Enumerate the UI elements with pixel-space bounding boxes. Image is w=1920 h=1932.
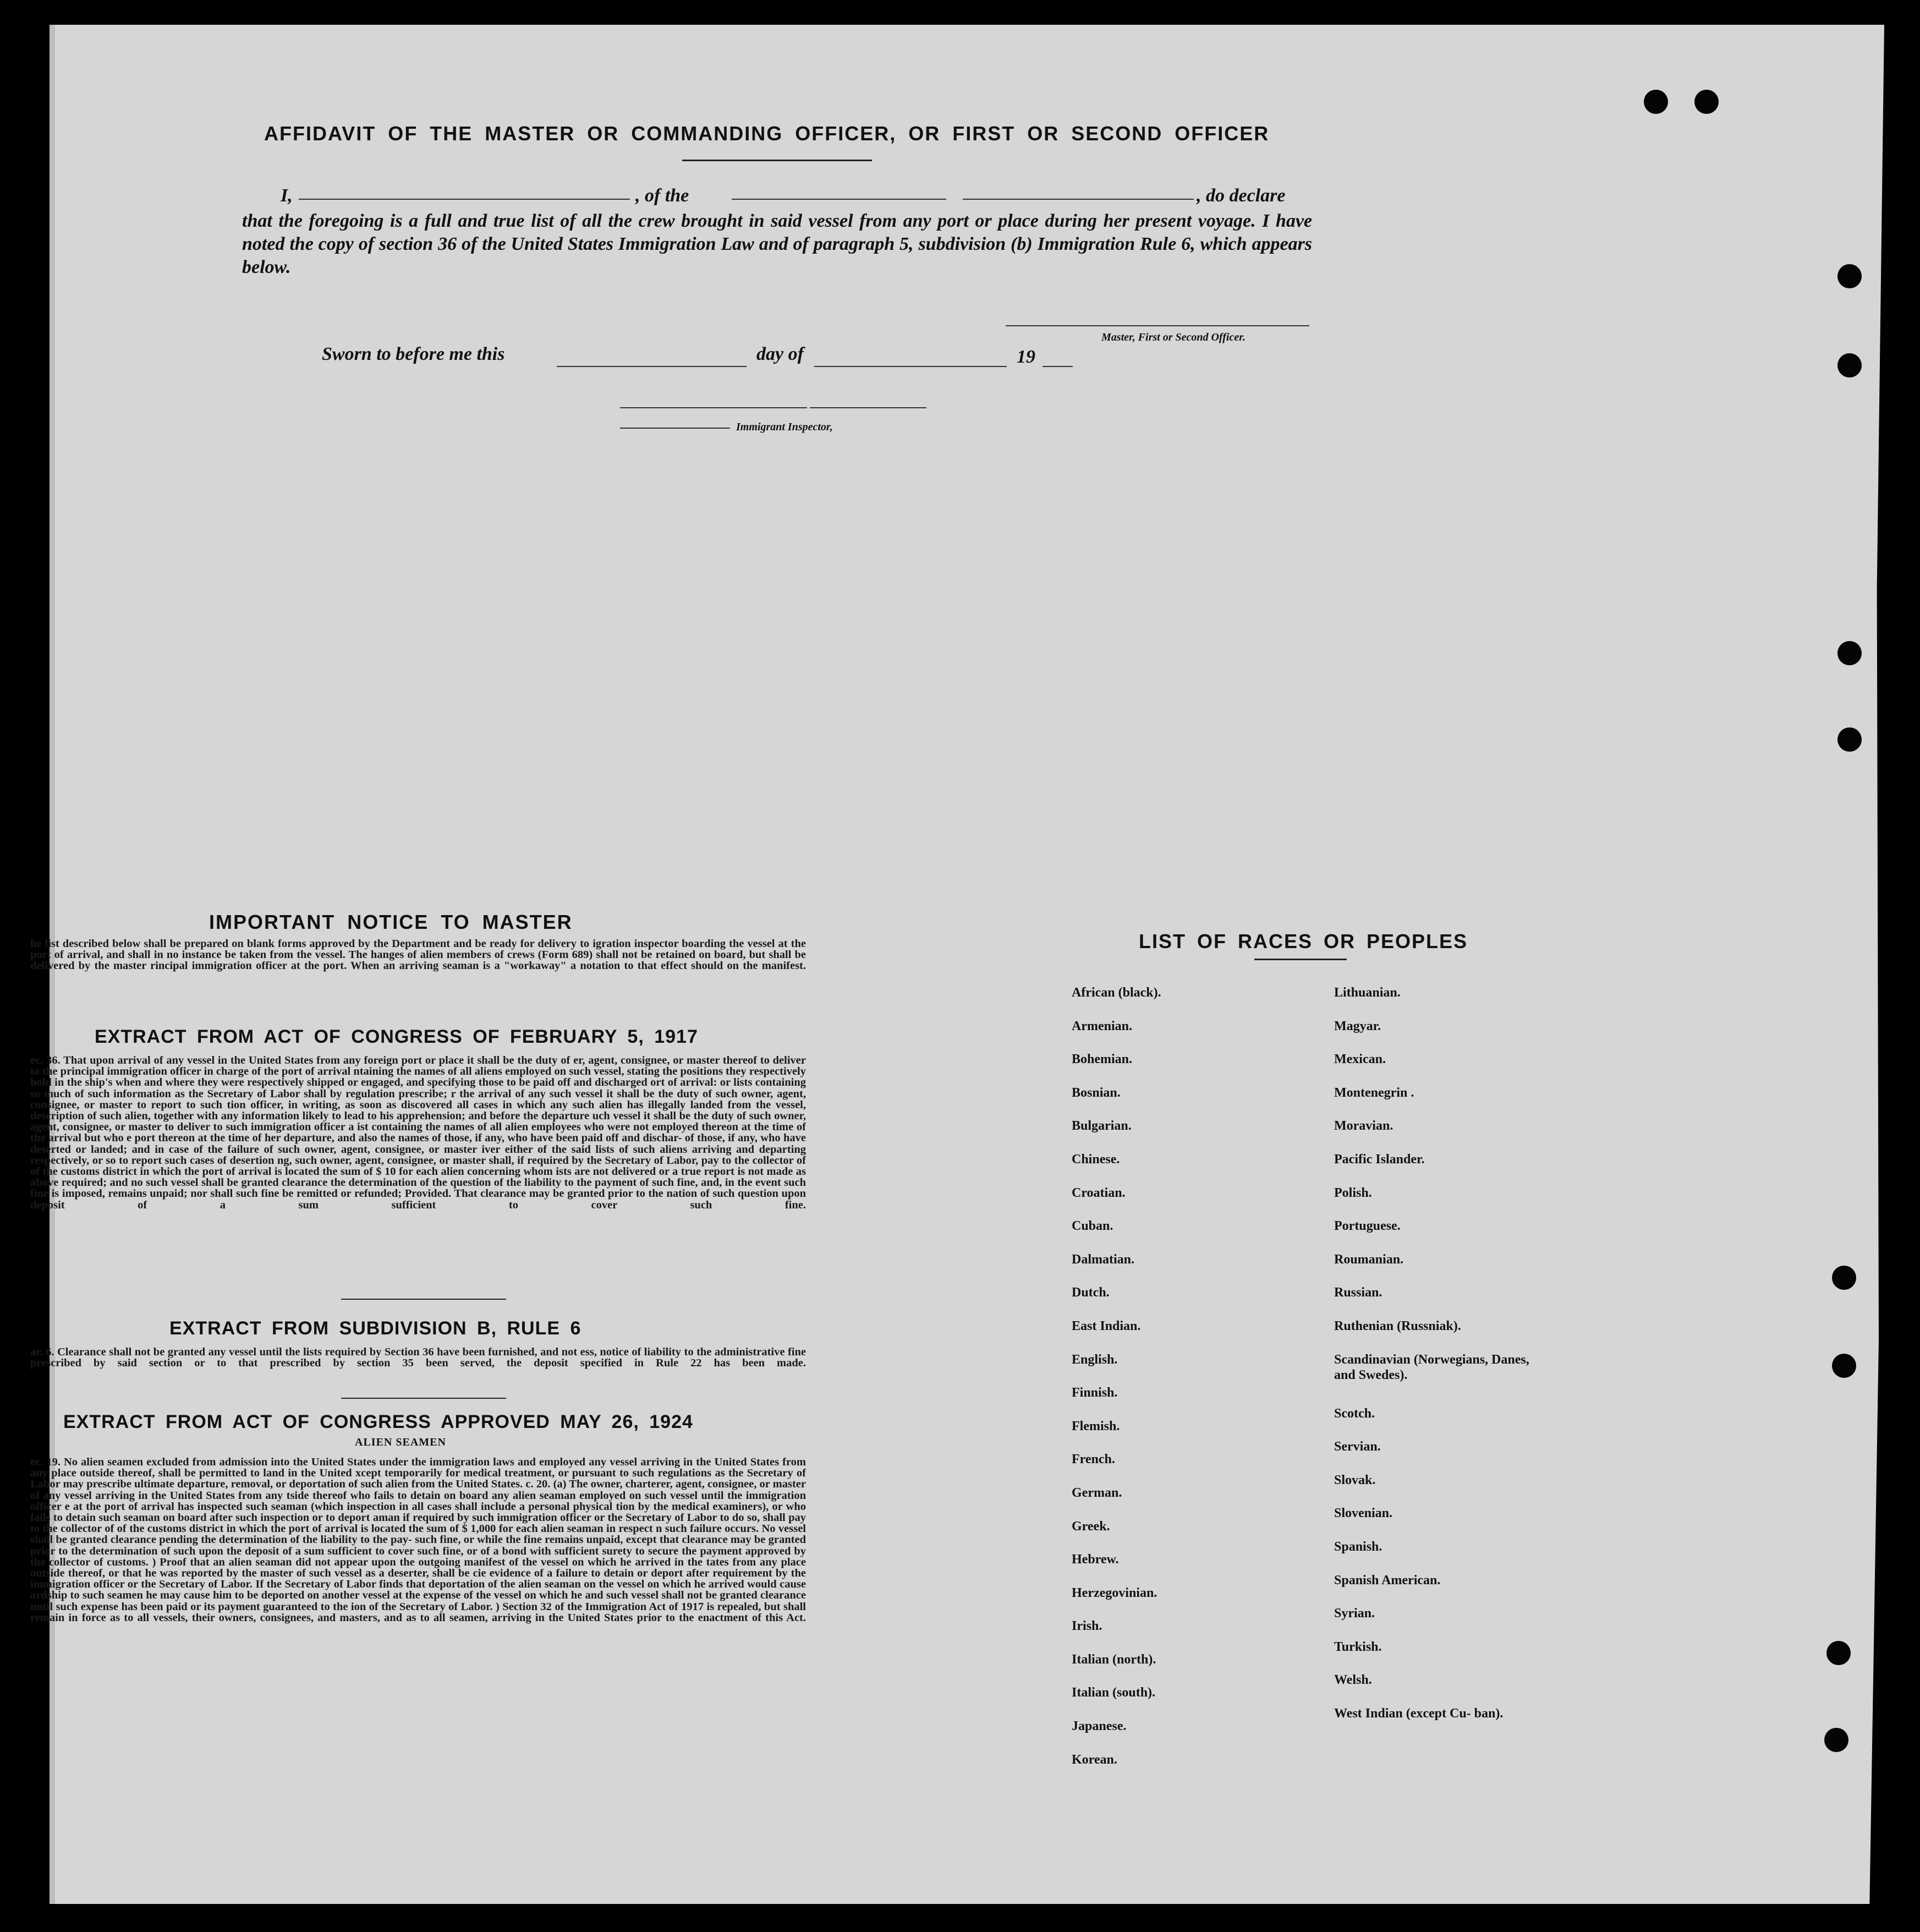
races-title: LIST OF RACES OR PEOPLES: [1139, 930, 1468, 953]
punch-hole: [1644, 90, 1668, 114]
race-item: Italian (south).: [1072, 1685, 1156, 1700]
punch-hole: [1837, 353, 1862, 377]
master-signature-caption: Master, First or Second Officer.: [1101, 331, 1246, 343]
race-item: Japanese.: [1072, 1719, 1127, 1734]
race-item: West Indian (except Cu- ban).: [1334, 1706, 1504, 1721]
punch-hole: [1837, 727, 1862, 752]
race-item: Ruthenian (Russniak).: [1334, 1318, 1461, 1333]
punch-hole: [1832, 1266, 1856, 1290]
notice-title: IMPORTANT NOTICE TO MASTER: [209, 911, 573, 933]
race-item: Chinese.: [1072, 1152, 1120, 1167]
sworn-day-of: day of: [756, 344, 804, 364]
declaration-i: I,: [281, 185, 293, 206]
race-item: Hebrew.: [1072, 1552, 1119, 1567]
section-divider: [341, 1299, 506, 1300]
extract-rule6-title: EXTRACT FROM SUBDIVISION B, RULE 6: [169, 1318, 582, 1339]
declaration-first-line: [242, 184, 1312, 210]
punch-hole: [1832, 1354, 1856, 1378]
vessel-field-line: [732, 199, 946, 200]
extract-1924-title: EXTRACT FROM ACT OF CONGRESS APPROVED MAY 26, 1924: [63, 1411, 693, 1432]
race-item: Turkish.: [1334, 1639, 1382, 1654]
race-item: Polish.: [1334, 1185, 1372, 1200]
punch-hole: [1694, 90, 1719, 114]
race-item: Slovak.: [1334, 1473, 1376, 1487]
inspector-signature-line-2: [810, 407, 926, 408]
race-item: Welsh.: [1334, 1673, 1372, 1688]
race-item: African (black).: [1072, 986, 1161, 1000]
race-item: Italian (north).: [1072, 1652, 1156, 1667]
race-item: Bulgarian.: [1072, 1119, 1132, 1134]
declaration-body: that the foregoing is a full and true list of all the crew brought in said vessel from any port or place during her present voyage. I have noted the copy of section 36 of the United States Immigration Law and of paragraph 5, subdivision (b) Immigration Rule 6, which appears below.: [242, 211, 1312, 277]
race-item: Scandinavian (Norwegians, Danes, and Swedes).: [1334, 1352, 1529, 1382]
race-item: Herzegovinian.: [1072, 1585, 1158, 1600]
races-title-underline: [1254, 959, 1347, 960]
race-item: Russian.: [1334, 1285, 1383, 1300]
race-item: Magyar.: [1334, 1019, 1381, 1033]
section-divider: [341, 1398, 506, 1399]
master-signature-line: [1006, 325, 1309, 326]
race-item: Montenegrin .: [1334, 1085, 1414, 1100]
extract-1924-subtitle: ALIEN SEAMEN: [355, 1436, 446, 1448]
race-item: German.: [1072, 1485, 1122, 1500]
inspector-name-line: [620, 428, 730, 429]
race-item: Korean.: [1072, 1752, 1117, 1767]
race-item: Spanish.: [1334, 1539, 1383, 1554]
race-item: Portuguese.: [1334, 1219, 1401, 1234]
race-item: Flemish.: [1072, 1419, 1120, 1433]
race-item: Armenian.: [1072, 1019, 1132, 1033]
notice-text: he list described below shall be prepared on blank forms approved by the Department and be ready for delivery to igration inspector boarding the vessel at the port of arrival, and shall in no instance be taken from the vessel. The hanges of alien members of crews (Form 689) shall not be retained on board, but shall be delivered by the master rincipal immigration officer at the port. When an arriving seaman is a "workaway" a notation to that effect should on the manifest.: [30, 938, 806, 972]
punch-hole: [1837, 264, 1862, 288]
extract-1917-title: EXTRACT FROM ACT OF CONGRESS OF FEBRUARY 5, 1917: [95, 1026, 698, 1047]
extract-rule6-text: ar. 6. Clearance shall not be granted any vessel until the lists required by Section 36 have been furnished, and not ess, notice of liability to the administrative fine prescribed by said section or to that prescribed by section 35 been served, the deposit specified in Rule 22 has been made.: [30, 1347, 806, 1370]
punch-hole: [1824, 1728, 1848, 1752]
race-item: Servian.: [1334, 1440, 1381, 1454]
race-item: Dalmatian.: [1072, 1252, 1134, 1267]
punch-hole: [1826, 1641, 1851, 1665]
inspector-signature-line: [620, 407, 807, 408]
sworn-year-line: [1043, 366, 1073, 367]
race-item: Slovenian.: [1334, 1506, 1393, 1521]
race-item: Irish.: [1072, 1619, 1102, 1634]
race-item: Bosnian.: [1072, 1085, 1121, 1100]
extract-1917-text: ec. 36. That upon arrival of any vessel in the United States from any foreign port or place it shall be the duty of er, agent, consignee, or master thereof to deliver to the principal immigration officer in charge of the port of arrival ntaining the names of all aliens employed on such vessel, stating the positions they respectively hold in the ship's when and where they were respectively shipped or engaged, and specifying those to be paid off and discharged ort of arrival: or lists containing so much of such information as the Secretary of Labor shall by regulation prescribe; r the arrival of any such vessel it shall be the duty of such owner, agent, consignee, or master to report to such tion officer, in writing, as soon as discovered all cases in which any such alien has illegally landed from the vessel, description of such alien, together with any information likely to lead to his apprehension; and before the departure uch vessel it shall be the duty of such owner, agent, consignee, or master to deliver to such immigration officer a ist containing the names of all alien employees who were not employed thereon at the time of the arrival but who e port thereon at the time of her departure, and also the names of those, if any, who have been paid off and dischar- of those, if any, who have deserted or landed; and in case of the failure of such owner, agent, consignee, or master iver either of the said lists of such aliens arriving and departing respectively, or so to report such cases of desertion ng, such owner, agent, consignee, or master shall, if required by the Secretary of Labor, pay to the collector of of the customs district in which the port of arrival is located the sum of $ 10 for each alien concerning whom ists are not delivered or a true report is not made as above required; and no such vessel shall be granted clearance the determination of the question of the liability to the payment of such fine, and, in the event such fine is imposed, remains unpaid; nor shall such fine be remitted or refunded; Provided. That clearance may be granted prior to the nation of such question upon deposit of a sum sufficient to cover such fine.: [30, 1055, 806, 1211]
declaration-of-the: , of the: [635, 185, 689, 206]
race-item: Moravian.: [1334, 1119, 1394, 1134]
race-item: Dutch.: [1072, 1285, 1110, 1300]
affidavit-declaration: [242, 184, 1312, 279]
race-item: Greek.: [1072, 1519, 1110, 1534]
race-item: Croatian.: [1072, 1185, 1126, 1200]
extract-1924-text: ec. 19. No alien seamen excluded from admission into the United States under the immigration laws and employed any vessel arriving in the United States from any place outside thereof, shall be permitted to land in the United xcept temporarily for medical treatment, or pursuant to such regulations as the Secretary of Labor may prescribe ultimate departure, removal, or deportation of such alien from the United States. c. 20. (a) The owner, charterer, agent, consignee, or master of any vessel arriving in the United States from any tside thereof who fails to detain on board any alien seaman employed on such vessel until the immigration officer e at the port of arrival has inspected such seaman (which inspection in all cases shall include a personal physical tion by the medical examiners), or who fails to detain such seaman on board after such inspection or to deport aman if required by such immigration officer or the Secretary of Labor to do so, shall pay to the collector of of the customs district in which the port of arrival is located the sum of $ 1,000 for each alien seaman in respect n such failure occurs. No vessel shall be granted clearance pending the determination of the liability to the pay- such fine, or while the fine remains unpaid, except that clearance may be granted prior to the determination of such upon the deposit of a sum sufficient to cover such fine, or of a bond with sufficient surety to secure the payment approved by the collector of customs. ) Proof that an alien seaman did not appear upon the outgoing manifest of the vessel on which he arrived in the tates from any place outside thereof, or that he was reported by the master of such vessel as a deserter, shall be cie evidence of a failure to detain or deport after requirement by the immigration officer or the Secretary of Labor. If the Secretary of Labor finds that deportation of the alien seaman on the vessel on which he arrived would cause ardship to such seamen he may cause him to be deported on another vessel at the expense of the vessel on which he and such vessel shall not be granted clearance until such expense has been paid or its payment guaranteed to the ion of the Secretary of Labor. ) Section 32 of the Immigration Act of 1917 is repealed, but shall remain in force as to all vessels, their owners, consignees, and masters, and as to all seamen, arriving in the United States prior to the enactment of this Act.: [30, 1457, 806, 1624]
race-item: Roumanian.: [1334, 1252, 1404, 1267]
race-item: East Indian.: [1072, 1318, 1141, 1333]
race-item: Pacific Islander.: [1334, 1152, 1425, 1167]
race-item: Spanish American.: [1334, 1573, 1441, 1588]
races-right-column: [1334, 985, 1532, 1739]
race-item: Scotch.: [1334, 1406, 1375, 1421]
race-item: Cuban.: [1072, 1219, 1113, 1234]
sworn-month-line: [814, 366, 1007, 367]
race-item: Mexican.: [1334, 1052, 1386, 1067]
race-item: Finnish.: [1072, 1386, 1118, 1400]
sworn-day-line: [557, 366, 747, 367]
race-item: Syrian.: [1334, 1606, 1375, 1621]
affidavit-title: AFFIDAVIT OF THE MASTER OR COMMANDING OFFICER, OR FIRST OR SECOND OFFICER: [264, 122, 1270, 145]
name-field-line: [299, 199, 630, 200]
race-item: Lithuanian.: [1334, 986, 1401, 1000]
vessel-field-line-2: [963, 199, 1194, 200]
title-underline: [682, 160, 872, 161]
sworn-prefix: Sworn to before me this: [322, 344, 505, 364]
sworn-year: 19: [1017, 347, 1035, 367]
inspector-caption: Immigrant Inspector,: [736, 421, 833, 433]
races-left-column: [1072, 985, 1303, 1785]
race-item: Bohemian.: [1072, 1052, 1133, 1067]
punch-hole: [1837, 641, 1862, 665]
race-item: French.: [1072, 1452, 1115, 1467]
race-item: English.: [1072, 1352, 1118, 1367]
declaration-do-declare: , do declare: [1197, 185, 1286, 206]
